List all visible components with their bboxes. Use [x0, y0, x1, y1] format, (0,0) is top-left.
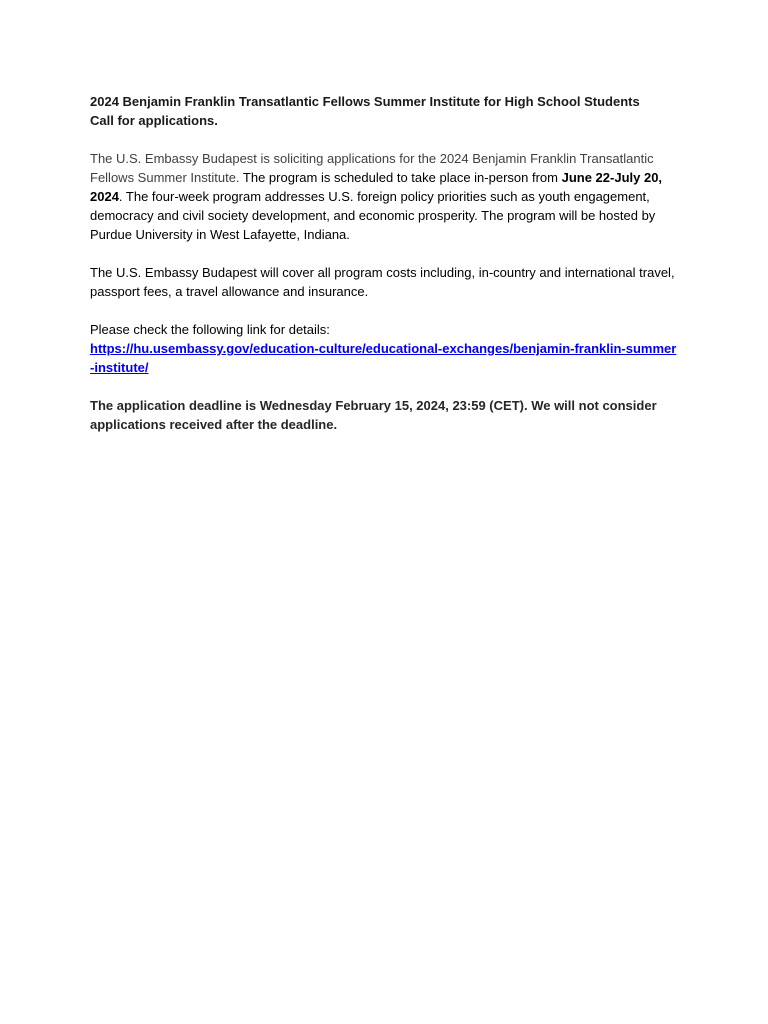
program-dates: June 22-July 20, 2024: [90, 170, 663, 204]
link-paragraph: [90, 320, 680, 377]
link-intro: Please check the following link for details:: [90, 322, 330, 337]
intro-sentence-embassy: The U.S. Embassy Budapest is soliciting applications for the 2024 Benjamin Franklin Transatlantic Fellows Summer Institute.: [90, 151, 654, 185]
document-title: 2024 Benjamin Franklin Transatlantic Fellows Summer Institute for High School Students: [90, 94, 640, 109]
deadline-paragraph: The application deadline is Wednesday February 15, 2024, 23:59 (CET). We will not consider applications received after the deadline.: [90, 398, 657, 432]
intro-paragraph: [90, 149, 680, 244]
costs-paragraph: The U.S. Embassy Budapest will cover all program costs including, in-country and international travel, passport fees, a travel allowance and insurance.: [90, 265, 675, 299]
details-link[interactable]: https://hu.usembassy.gov/education-culture/educational-exchanges/benjamin-franklin-summer-institute/: [90, 341, 677, 375]
document-body: [90, 92, 680, 434]
intro-sentence-description: . The four-week program addresses U.S. foreign policy priorities such as youth engagement, democracy and civil society development, and economic prosperity. The program will be hosted by Purdue University in West Lafayette, Indiana.: [90, 189, 656, 242]
intro-sentence-schedule: The program is scheduled to take place in-person from: [239, 170, 562, 185]
document-subtitle: Call for applications.: [90, 113, 218, 128]
